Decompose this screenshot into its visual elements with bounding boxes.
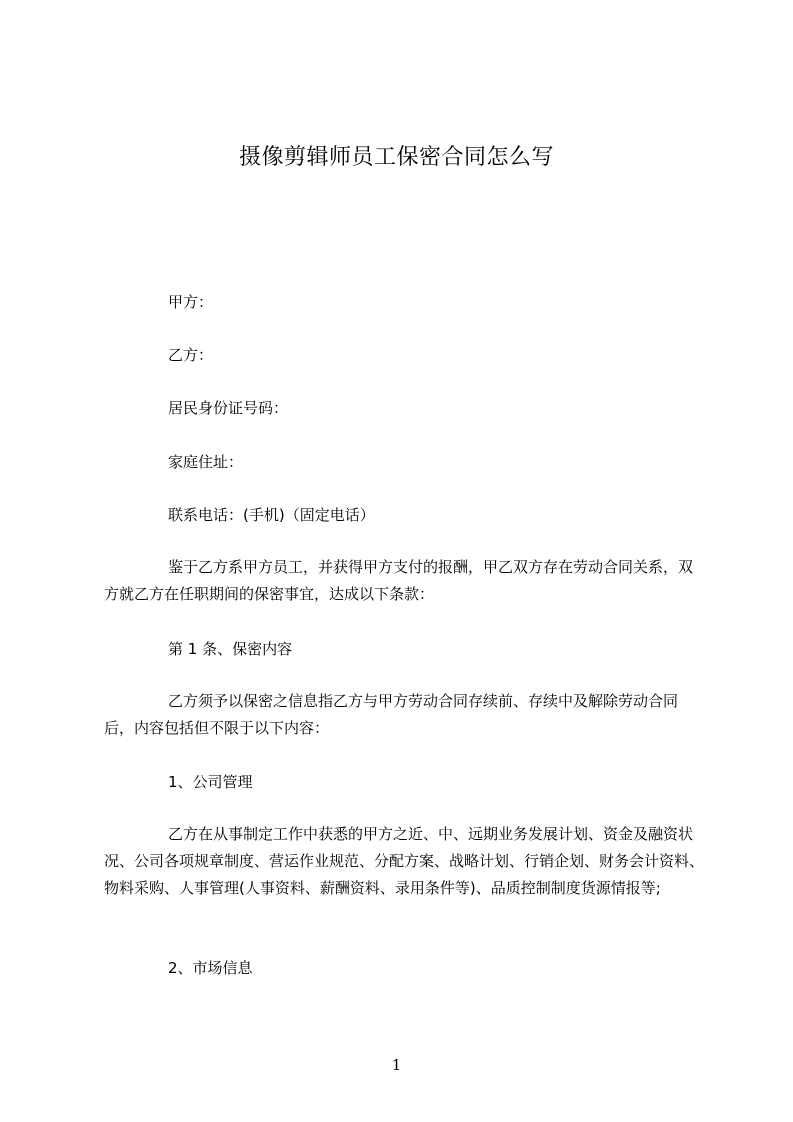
document-title: 摄像剪辑师员工保密合同怎么写 <box>238 145 554 170</box>
page-number: 1 <box>391 1056 402 1074</box>
party-a-field: 甲方： <box>168 293 214 311</box>
item1-heading: 1、公司管理 <box>168 773 253 791</box>
item1-text: 乙方在从事制定工作中获悉的甲方之近、中、远期业务发展计划、资金及融资状况、公司各项规章制度、营运作业规范、分配方案、战略计划、行销企划、财务会计资料、物料采购、人事管理(人事资料、薪酬资料、录用条件等)、品质控制制度货源情报等; <box>104 825 705 897</box>
article1-paragraph <box>104 688 704 742</box>
id-number-field: 居民身份证号码： <box>168 399 289 417</box>
preamble-text: 鉴于乙方系甲方员工，并获得甲方支付的报酬，甲乙双方存在劳动合同关系，双方就乙方在任职期间的保密事宜，达成以下条款： <box>104 558 694 603</box>
item2-heading: 2、市场信息 <box>168 959 253 977</box>
party-b-field: 乙方： <box>168 346 214 364</box>
address-field: 家庭住址： <box>168 453 244 471</box>
phone-field: 联系电话：(手机)（固定电话） <box>168 506 375 524</box>
preamble-paragraph <box>104 554 704 608</box>
item1-paragraph <box>104 821 704 902</box>
article1-text: 乙方须予以保密之信息指乙方与甲方劳动合同存续前、存续中及解除劳动合同后，内容包括但不限于以下内容： <box>104 692 679 737</box>
article1-heading: 第 1 条、保密内容 <box>168 640 293 658</box>
